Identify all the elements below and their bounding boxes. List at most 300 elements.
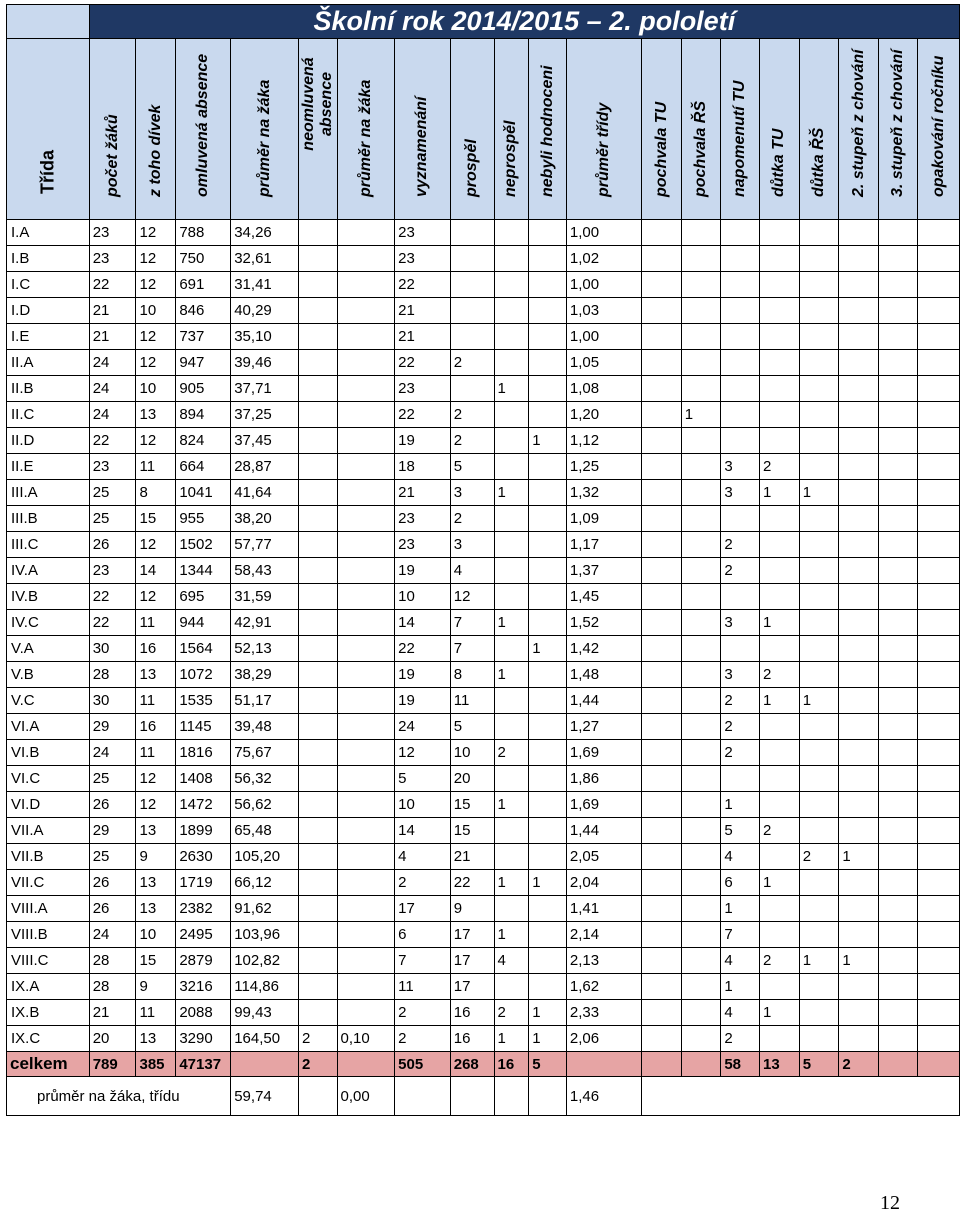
- class-name-cell: I.B: [7, 246, 90, 272]
- table-cell: [494, 428, 529, 454]
- total-empty: [337, 1052, 395, 1077]
- table-cell: [642, 480, 681, 506]
- table-cell: 824: [176, 428, 231, 454]
- table-row: [7, 948, 960, 974]
- table-cell: [494, 402, 529, 428]
- table-cell: 10: [450, 740, 494, 766]
- table-cell: 15: [136, 948, 176, 974]
- table-cell: 37,25: [231, 402, 299, 428]
- table-cell: 1,37: [566, 558, 641, 584]
- table-cell: [839, 740, 879, 766]
- table-cell: [839, 896, 879, 922]
- table-cell: [839, 714, 879, 740]
- table-cell: [878, 246, 917, 272]
- table-cell: [529, 896, 567, 922]
- table-cell: 1,62: [566, 974, 641, 1000]
- table-cell: 3: [721, 662, 760, 688]
- table-row: [7, 922, 960, 948]
- table-cell: [298, 246, 337, 272]
- table-cell: 10: [395, 584, 451, 610]
- table-cell: [681, 896, 721, 922]
- table-row: [7, 636, 960, 662]
- table-cell: [878, 662, 917, 688]
- total-excused: 47137: [176, 1052, 231, 1077]
- table-cell: 1: [494, 480, 529, 506]
- table-cell: [298, 922, 337, 948]
- table-cell: 10: [136, 376, 176, 402]
- table-cell: [642, 1000, 681, 1026]
- average-empty: [395, 1077, 451, 1116]
- table-cell: 30: [89, 688, 136, 714]
- table-cell: [337, 636, 395, 662]
- table-cell: 17: [450, 922, 494, 948]
- average-row: [7, 1077, 960, 1116]
- table-cell: [839, 870, 879, 896]
- table-cell: 1: [529, 636, 567, 662]
- table-cell: 22: [395, 272, 451, 298]
- table-cell: [337, 402, 395, 428]
- table-cell: [337, 428, 395, 454]
- table-cell: [918, 1026, 960, 1052]
- col-prumer-neomluvena-header: [337, 39, 395, 220]
- totals-row: [7, 1052, 960, 1077]
- table-cell: 21: [450, 844, 494, 870]
- table-cell: 1: [494, 1026, 529, 1052]
- table-cell: [878, 740, 917, 766]
- table-cell: 1,42: [566, 636, 641, 662]
- table-cell: [839, 454, 879, 480]
- table-cell: 19: [395, 688, 451, 714]
- table-cell: [494, 298, 529, 324]
- table-cell: 12: [136, 324, 176, 350]
- table-cell: 905: [176, 376, 231, 402]
- table-cell: 10: [136, 298, 176, 324]
- table-cell: [681, 792, 721, 818]
- table-cell: 846: [176, 298, 231, 324]
- class-name-cell: V.A: [7, 636, 90, 662]
- table-cell: [642, 636, 681, 662]
- table-cell: [839, 480, 879, 506]
- total-girls: 385: [136, 1052, 176, 1077]
- table-cell: [918, 532, 960, 558]
- table-row: [7, 272, 960, 298]
- table-cell: [839, 272, 879, 298]
- table-row: [7, 506, 960, 532]
- table-cell: [494, 506, 529, 532]
- table-cell: 2: [494, 1000, 529, 1026]
- table-cell: 66,12: [231, 870, 299, 896]
- table-cell: 1: [839, 844, 879, 870]
- table-cell: 21: [89, 1000, 136, 1026]
- table-cell: [799, 584, 839, 610]
- table-cell: [760, 922, 800, 948]
- table-cell: [799, 896, 839, 922]
- table-cell: [799, 272, 839, 298]
- table-cell: 2: [721, 714, 760, 740]
- table-cell: [721, 350, 760, 376]
- table-cell: 1072: [176, 662, 231, 688]
- table-cell: [298, 818, 337, 844]
- table-cell: 2: [450, 506, 494, 532]
- table-cell: [681, 454, 721, 480]
- table-cell: 22: [89, 428, 136, 454]
- table-cell: [337, 272, 395, 298]
- table-cell: 2495: [176, 922, 231, 948]
- table-cell: 37,45: [231, 428, 299, 454]
- table-cell: [298, 584, 337, 610]
- table-cell: [799, 428, 839, 454]
- table-cell: [878, 220, 917, 246]
- report-table: [6, 4, 960, 1116]
- table-cell: [878, 558, 917, 584]
- table-cell: [878, 766, 917, 792]
- table-cell: 25: [89, 506, 136, 532]
- table-cell: [642, 584, 681, 610]
- table-row: [7, 714, 960, 740]
- table-cell: [878, 714, 917, 740]
- table-cell: [337, 792, 395, 818]
- table-cell: [681, 740, 721, 766]
- table-cell: [298, 844, 337, 870]
- col-dutka-rs-header: [799, 39, 839, 220]
- total-behavior-2: 2: [839, 1052, 879, 1077]
- table-cell: [918, 974, 960, 1000]
- table-cell: 19: [395, 558, 451, 584]
- table-cell: 22: [450, 870, 494, 896]
- table-cell: 1564: [176, 636, 231, 662]
- table-row: [7, 844, 960, 870]
- table-cell: 2630: [176, 844, 231, 870]
- table-cell: [918, 376, 960, 402]
- class-name-cell: VI.C: [7, 766, 90, 792]
- table-cell: [839, 792, 879, 818]
- table-cell: 8: [450, 662, 494, 688]
- table-row: [7, 376, 960, 402]
- table-row: [7, 896, 960, 922]
- table-cell: 75,67: [231, 740, 299, 766]
- table-cell: 2: [721, 558, 760, 584]
- table-cell: [760, 220, 800, 246]
- table-cell: 1: [494, 376, 529, 402]
- table-cell: [721, 584, 760, 610]
- table-cell: [642, 844, 681, 870]
- table-cell: 1,00: [566, 220, 641, 246]
- table-cell: 947: [176, 350, 231, 376]
- table-cell: [721, 506, 760, 532]
- col-prumer-omluvena-header: [231, 39, 299, 220]
- table-row: [7, 298, 960, 324]
- table-cell: 12: [136, 246, 176, 272]
- table-cell: 1,45: [566, 584, 641, 610]
- table-cell: 1,86: [566, 766, 641, 792]
- table-cell: [799, 1026, 839, 1052]
- table-cell: 1: [529, 1026, 567, 1052]
- table-cell: 1: [799, 480, 839, 506]
- table-cell: 2879: [176, 948, 231, 974]
- table-cell: [298, 740, 337, 766]
- table-cell: [918, 766, 960, 792]
- table-cell: [878, 480, 917, 506]
- class-name-cell: V.C: [7, 688, 90, 714]
- table-cell: 13: [136, 1026, 176, 1052]
- table-cell: 2382: [176, 896, 231, 922]
- table-cell: 1: [529, 870, 567, 896]
- table-cell: 1,27: [566, 714, 641, 740]
- table-cell: 2: [450, 402, 494, 428]
- table-cell: [681, 246, 721, 272]
- table-cell: [529, 454, 567, 480]
- table-row: [7, 766, 960, 792]
- table-row: [7, 350, 960, 376]
- table-cell: [642, 324, 681, 350]
- table-cell: 25: [89, 844, 136, 870]
- table-cell: 1: [494, 922, 529, 948]
- table-cell: [799, 818, 839, 844]
- report-title: Školní rok 2014/2015 – 2. pololetí: [89, 5, 959, 39]
- col-pocet-zaku-header: [89, 39, 136, 220]
- table-cell: [839, 766, 879, 792]
- table-cell: [337, 1000, 395, 1026]
- table-cell: 3290: [176, 1026, 231, 1052]
- table-cell: [918, 844, 960, 870]
- table-cell: [681, 636, 721, 662]
- table-cell: [799, 740, 839, 766]
- table-cell: 1,69: [566, 792, 641, 818]
- table-cell: [760, 714, 800, 740]
- table-cell: [799, 506, 839, 532]
- table-cell: 14: [136, 558, 176, 584]
- table-cell: 37,71: [231, 376, 299, 402]
- table-cell: [337, 324, 395, 350]
- table-cell: [760, 974, 800, 1000]
- table-cell: 38,29: [231, 662, 299, 688]
- table-cell: 56,32: [231, 766, 299, 792]
- table-cell: 2: [721, 532, 760, 558]
- table-cell: 1: [839, 948, 879, 974]
- table-cell: [878, 896, 917, 922]
- table-cell: 28,87: [231, 454, 299, 480]
- table-cell: [642, 454, 681, 480]
- table-cell: 1: [760, 480, 800, 506]
- table-cell: [298, 402, 337, 428]
- table-cell: [918, 584, 960, 610]
- table-cell: 12: [136, 272, 176, 298]
- table-cell: [799, 974, 839, 1000]
- table-cell: 1719: [176, 870, 231, 896]
- table-cell: 13: [136, 662, 176, 688]
- table-row: [7, 870, 960, 896]
- table-cell: [760, 428, 800, 454]
- table-cell: [839, 688, 879, 714]
- table-cell: 4: [721, 1000, 760, 1026]
- table-cell: [839, 610, 879, 636]
- class-name-cell: I.E: [7, 324, 90, 350]
- class-name-cell: III.B: [7, 506, 90, 532]
- table-cell: 25: [89, 480, 136, 506]
- table-cell: 26: [89, 870, 136, 896]
- total-warnings-tu: 58: [721, 1052, 760, 1077]
- table-cell: 1408: [176, 766, 231, 792]
- table-cell: 12: [136, 220, 176, 246]
- table-cell: [760, 402, 800, 428]
- table-cell: 894: [176, 402, 231, 428]
- table-cell: [878, 870, 917, 896]
- table-cell: [681, 844, 721, 870]
- col-prumer-tridy-header: [566, 39, 641, 220]
- table-cell: 105,20: [231, 844, 299, 870]
- table-cell: [298, 324, 337, 350]
- table-cell: 2: [760, 818, 800, 844]
- table-cell: 34,26: [231, 220, 299, 246]
- table-cell: 2: [760, 454, 800, 480]
- table-cell: [681, 714, 721, 740]
- table-cell: [839, 974, 879, 1000]
- header-label: průměr na žáka: [255, 79, 273, 197]
- table-cell: [878, 402, 917, 428]
- table-cell: [642, 714, 681, 740]
- table-cell: 1: [760, 688, 800, 714]
- table-cell: [337, 584, 395, 610]
- table-cell: 22: [89, 272, 136, 298]
- table-cell: [337, 870, 395, 896]
- average-class: 1,46: [566, 1077, 641, 1116]
- header-label: opakování ročníku: [929, 55, 947, 197]
- table-cell: [681, 298, 721, 324]
- table-cell: [839, 246, 879, 272]
- table-cell: 944: [176, 610, 231, 636]
- header-label: důtka TU: [770, 128, 788, 197]
- header-label: vyznamenání: [413, 96, 431, 197]
- table-cell: [878, 844, 917, 870]
- table-cell: 1,44: [566, 688, 641, 714]
- table-cell: 17: [450, 948, 494, 974]
- table-cell: 11: [136, 740, 176, 766]
- table-cell: [799, 610, 839, 636]
- class-name-cell: IV.B: [7, 584, 90, 610]
- table-cell: [298, 350, 337, 376]
- table-cell: [918, 324, 960, 350]
- table-cell: [529, 948, 567, 974]
- table-cell: 788: [176, 220, 231, 246]
- table-cell: [799, 246, 839, 272]
- table-cell: [337, 506, 395, 532]
- table-cell: [681, 818, 721, 844]
- table-cell: 2: [298, 1026, 337, 1052]
- header-label: omluvená absence: [194, 53, 212, 197]
- table-cell: 4: [494, 948, 529, 974]
- table-cell: [918, 298, 960, 324]
- table-cell: 20: [89, 1026, 136, 1052]
- table-cell: [298, 558, 337, 584]
- table-cell: 21: [395, 298, 451, 324]
- table-cell: [839, 324, 879, 350]
- col-nebyli-hodnoceni-header: [529, 39, 567, 220]
- table-cell: [878, 922, 917, 948]
- table-cell: [760, 844, 800, 870]
- table-cell: 23: [395, 220, 451, 246]
- table-cell: 22: [89, 584, 136, 610]
- table-cell: 24: [395, 714, 451, 740]
- table-cell: 1,17: [566, 532, 641, 558]
- table-cell: [337, 896, 395, 922]
- table-cell: [642, 246, 681, 272]
- table-cell: [878, 454, 917, 480]
- class-name-cell: VIII.B: [7, 922, 90, 948]
- class-name-cell: IX.A: [7, 974, 90, 1000]
- table-cell: [799, 558, 839, 584]
- class-name-cell: II.C: [7, 402, 90, 428]
- table-row: [7, 974, 960, 1000]
- col-pochvala-tu-header: [642, 39, 681, 220]
- table-cell: [760, 584, 800, 610]
- table-cell: [799, 636, 839, 662]
- table-cell: [839, 298, 879, 324]
- table-cell: [529, 558, 567, 584]
- table-cell: 1: [799, 688, 839, 714]
- class-name-cell: II.D: [7, 428, 90, 454]
- table-cell: 31,41: [231, 272, 299, 298]
- table-cell: [918, 610, 960, 636]
- table-cell: [799, 402, 839, 428]
- table-cell: 2088: [176, 1000, 231, 1026]
- table-cell: [681, 922, 721, 948]
- table-cell: [918, 896, 960, 922]
- table-cell: 12: [136, 428, 176, 454]
- table-cell: 1,09: [566, 506, 641, 532]
- table-cell: [918, 636, 960, 662]
- table-cell: 2,04: [566, 870, 641, 896]
- table-cell: 16: [450, 1000, 494, 1026]
- table-cell: [721, 376, 760, 402]
- class-name-cell: V.B: [7, 662, 90, 688]
- table-cell: 14: [395, 610, 451, 636]
- total-honors: 505: [395, 1052, 451, 1077]
- table-cell: [337, 662, 395, 688]
- table-cell: [494, 454, 529, 480]
- table-cell: [760, 792, 800, 818]
- table-cell: [918, 402, 960, 428]
- table-cell: 22: [395, 402, 451, 428]
- header-label: 2. stupeň z chování: [849, 49, 867, 197]
- class-name-cell: III.A: [7, 480, 90, 506]
- table-cell: [681, 1000, 721, 1026]
- table-cell: 12: [136, 532, 176, 558]
- table-cell: [642, 740, 681, 766]
- table-cell: 25: [89, 766, 136, 792]
- table-cell: [298, 1000, 337, 1026]
- table-cell: [799, 662, 839, 688]
- table-cell: 2: [760, 662, 800, 688]
- table-cell: [681, 870, 721, 896]
- table-cell: 30: [89, 636, 136, 662]
- table-cell: [642, 974, 681, 1000]
- table-cell: [529, 974, 567, 1000]
- table-cell: [918, 662, 960, 688]
- class-name-cell: I.C: [7, 272, 90, 298]
- table-cell: [878, 506, 917, 532]
- table-cell: [799, 376, 839, 402]
- table-cell: 1: [681, 402, 721, 428]
- table-cell: [494, 636, 529, 662]
- total-empty: [642, 1052, 681, 1077]
- table-cell: [918, 740, 960, 766]
- table-cell: 24: [89, 922, 136, 948]
- table-cell: [337, 454, 395, 480]
- table-cell: 6: [721, 870, 760, 896]
- table-cell: 750: [176, 246, 231, 272]
- table-cell: [918, 350, 960, 376]
- table-cell: [878, 818, 917, 844]
